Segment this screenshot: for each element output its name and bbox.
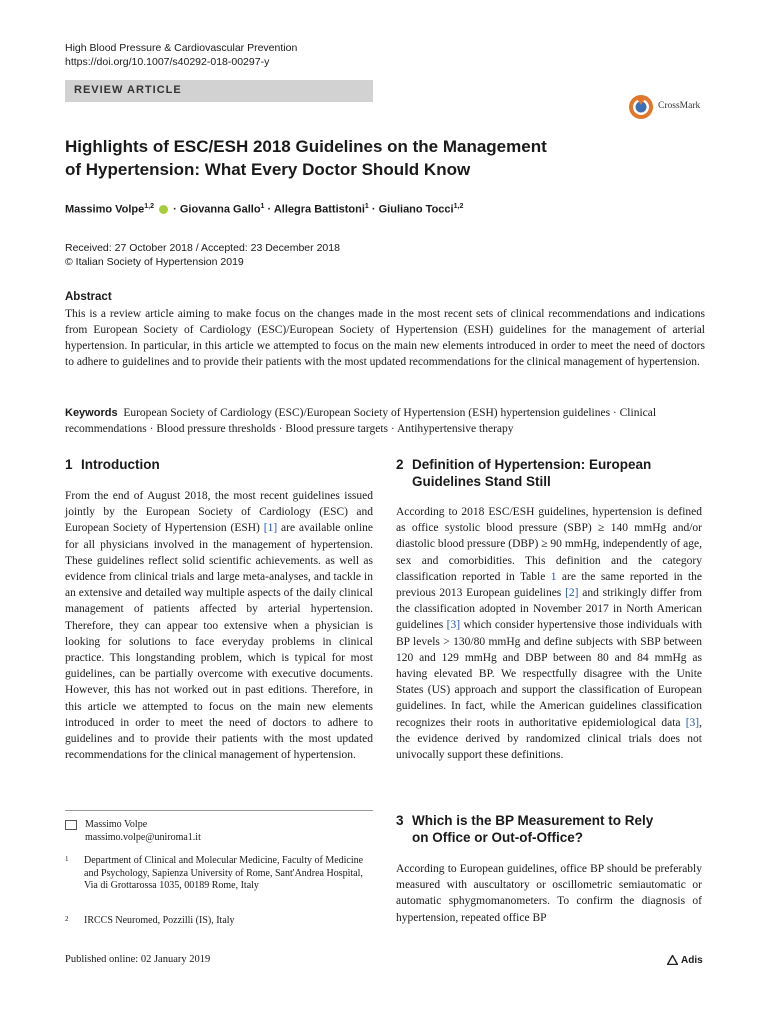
section-title: Which is the BP Measurement to Rely [412, 813, 654, 828]
author-list [65, 203, 463, 216]
corresponding-name: Massimo Volpe [85, 819, 148, 830]
author-affiliation: 1,2 [453, 203, 464, 210]
footnote-divider [65, 810, 373, 811]
author-name[interactable]: Giuliano Tocci [378, 203, 454, 216]
affiliation-number: 2 [65, 915, 69, 923]
reference-link[interactable]: [1] [263, 522, 278, 535]
section-title-continued: Guidelines Stand Still [412, 474, 551, 489]
body-text: From the end of August 2018, the most recent guidelines issued jointly by the European Society of Cardiology (ESC) and European Society of Hypertension (ESH) [65, 490, 373, 535]
author-separator: · [173, 203, 177, 216]
crossmark-icon [628, 94, 654, 120]
author-name[interactable]: Allegra Battistoni [273, 203, 365, 216]
article-type-label: REVIEW ARTICLE [74, 84, 182, 96]
received-accepted: Received: 27 October 2018 / Accepted: 23 December 2018 [65, 242, 340, 254]
reference-link[interactable]: [3] [446, 619, 461, 632]
affiliation-text: Department of Clinical and Molecular Medicine, Faculty of Medicine and Psychology, Sapienza University of Rome, Sant'Andrea Hospital, Via di Grottarossa 1035, 00189 Rome, Italy [84, 855, 364, 891]
article-dates [65, 241, 340, 269]
copyright: © Italian Society of Hypertension 2019 [65, 256, 244, 268]
journal-name: High Blood Pressure & Cardiovascular Prevention [65, 42, 298, 54]
reference-link[interactable]: [3] [685, 716, 700, 729]
title-line: Highlights of ESC/ESH 2018 Guidelines on the Management [65, 137, 547, 156]
body-text: and strikingly differ from the classification adopted in November 2017 in North American guidelines [396, 587, 703, 632]
author-name[interactable]: Giovanna Gallo [179, 203, 261, 216]
section-number: 3 [396, 813, 404, 828]
adis-triangle-icon [667, 955, 678, 965]
affiliation-1 [65, 855, 365, 893]
abstract-text: This is a review article aiming to make focus on the changes made in the most recent sets of clinical recommendations and indications from European Society of Cardiology (ESC)/European Society of Hypertension (ESH) guidelines for the management of arterial hypertension. In particular, in this article we attempted to focus on the main new elements introduced in order to meet the need of doctors to adhere to guidelines and to provide their patients with the most updated recommendations for the clinical management of hypertension. [65, 308, 705, 368]
section-title-continued: on Office or Out-of-Office? [412, 830, 583, 845]
abstract-heading: Abstract [65, 291, 112, 303]
section-heading-definition [396, 456, 716, 490]
journal-header [65, 41, 297, 69]
body-text: , the evidence derived by randomized clinical trials does not univocally support these definitions. [396, 716, 702, 762]
body-text: According to 2018 ESC/ESH guidelines, hypertension is defined as office systolic blood pressure (SBP) ≥ 140 mmHg and/or diastolic blood pressure (DBP) ≥ 90 mmHg, independently of age, sex and comorbidities. This definition and the category classification reported in Table [396, 506, 702, 583]
orcid-icon[interactable] [159, 205, 168, 214]
author-affiliation: 1 [364, 203, 369, 210]
corresponding-email[interactable]: massimo.volpe@uniroma1.it [85, 832, 201, 843]
table-link[interactable]: 1 [550, 570, 557, 583]
section-body-bp-measurement: According to European guidelines, office BP should be preferably measured with auscultatory or oscillometric semiautomatic or automatic sphygmomanometers. To confirm the diagnosis of hypertension, repeated office BP [396, 863, 702, 924]
author-separator: · [371, 203, 376, 216]
body-text: which consider hypertensive those individuals with BP levels > 130/80 mmHg and define subjects with SBP between 120 and 129 mmHg and DBP between 80 and 84 mmHg as having elevated BP. We respectfully disagree with the Unite States (US) approach and support the classification of European guidelines. In fact, while the American guidelines classification recognizes their roots in authoritative epidemiological data [396, 619, 702, 729]
author-affiliation: 1,2 [144, 203, 154, 210]
article-title [65, 135, 585, 181]
section-heading-introduction [65, 456, 160, 473]
doi-link[interactable]: https://doi.org/10.1007/s40292-018-00297-y [65, 56, 270, 68]
affiliation-2 [65, 915, 365, 928]
keywords-text: European Society of Cardiology (ESC)/European Society of Hypertension (ESH) hypertension guidelines · Clinical recommendations · Blood pressure thresholds · Blood pressure targets · Antihypertensive therapy [65, 407, 657, 435]
published-date: Published online: 02 January 2019 [65, 954, 211, 965]
publisher-name: Adis [681, 955, 703, 966]
keywords [65, 405, 705, 437]
section-number: 2 [396, 457, 404, 472]
author-affiliation: 1 [260, 203, 265, 210]
affiliation-number: 1 [65, 855, 69, 863]
author-name[interactable]: Massimo Volpe [65, 203, 145, 216]
section-body-introduction [65, 488, 373, 763]
crossmark-badge[interactable] [628, 94, 704, 122]
section-number: 1 [65, 457, 73, 472]
publisher-logo [667, 955, 703, 966]
title-line: of Hypertension: What Every Doctor Should Know [65, 160, 471, 179]
body-text: are the same reported in the previous 2013 European guidelines [396, 570, 702, 600]
article-type-banner [65, 80, 373, 102]
section-heading-bp-measurement [396, 812, 716, 846]
keywords-label: Keywords [65, 407, 118, 419]
section-body-definition [396, 504, 702, 763]
section-title: Definition of Hypertension: European [412, 457, 652, 472]
crossmark-label: CrossMark [658, 101, 701, 111]
body-text: are available online for all physicians involved in the management of hypertension. These guidelines reflect solid scientific achievements. as well as evidence from clinical trials and large meta-analyses, and tackle in an extensive and detailed way multiple aspects of the daily clinical management of patients affected by arterial hypertension. Therefore, they can appear too extensive when a physician is looking for solutions to face everyday problems in clinical practice. This longstanding problem, which is typical for most guidelines, can be partially overcome with executive documents. However, this has not worked out in past editions. Therefore, in this article we attempted to focus on the main new elements introduced in order to meet the need of doctors to adhere to guidelines and to provide their patients with the most updated recommendations for the clinical management of hypertension. [65, 522, 373, 762]
envelope-icon [65, 820, 77, 830]
affiliation-text: IRCCS Neuromed, Pozzilli (IS), Italy [84, 915, 235, 926]
reference-link[interactable]: [2] [565, 587, 579, 600]
author-separator: · [267, 203, 272, 216]
corresponding-author [65, 818, 201, 844]
section-title: Introduction [81, 457, 160, 472]
